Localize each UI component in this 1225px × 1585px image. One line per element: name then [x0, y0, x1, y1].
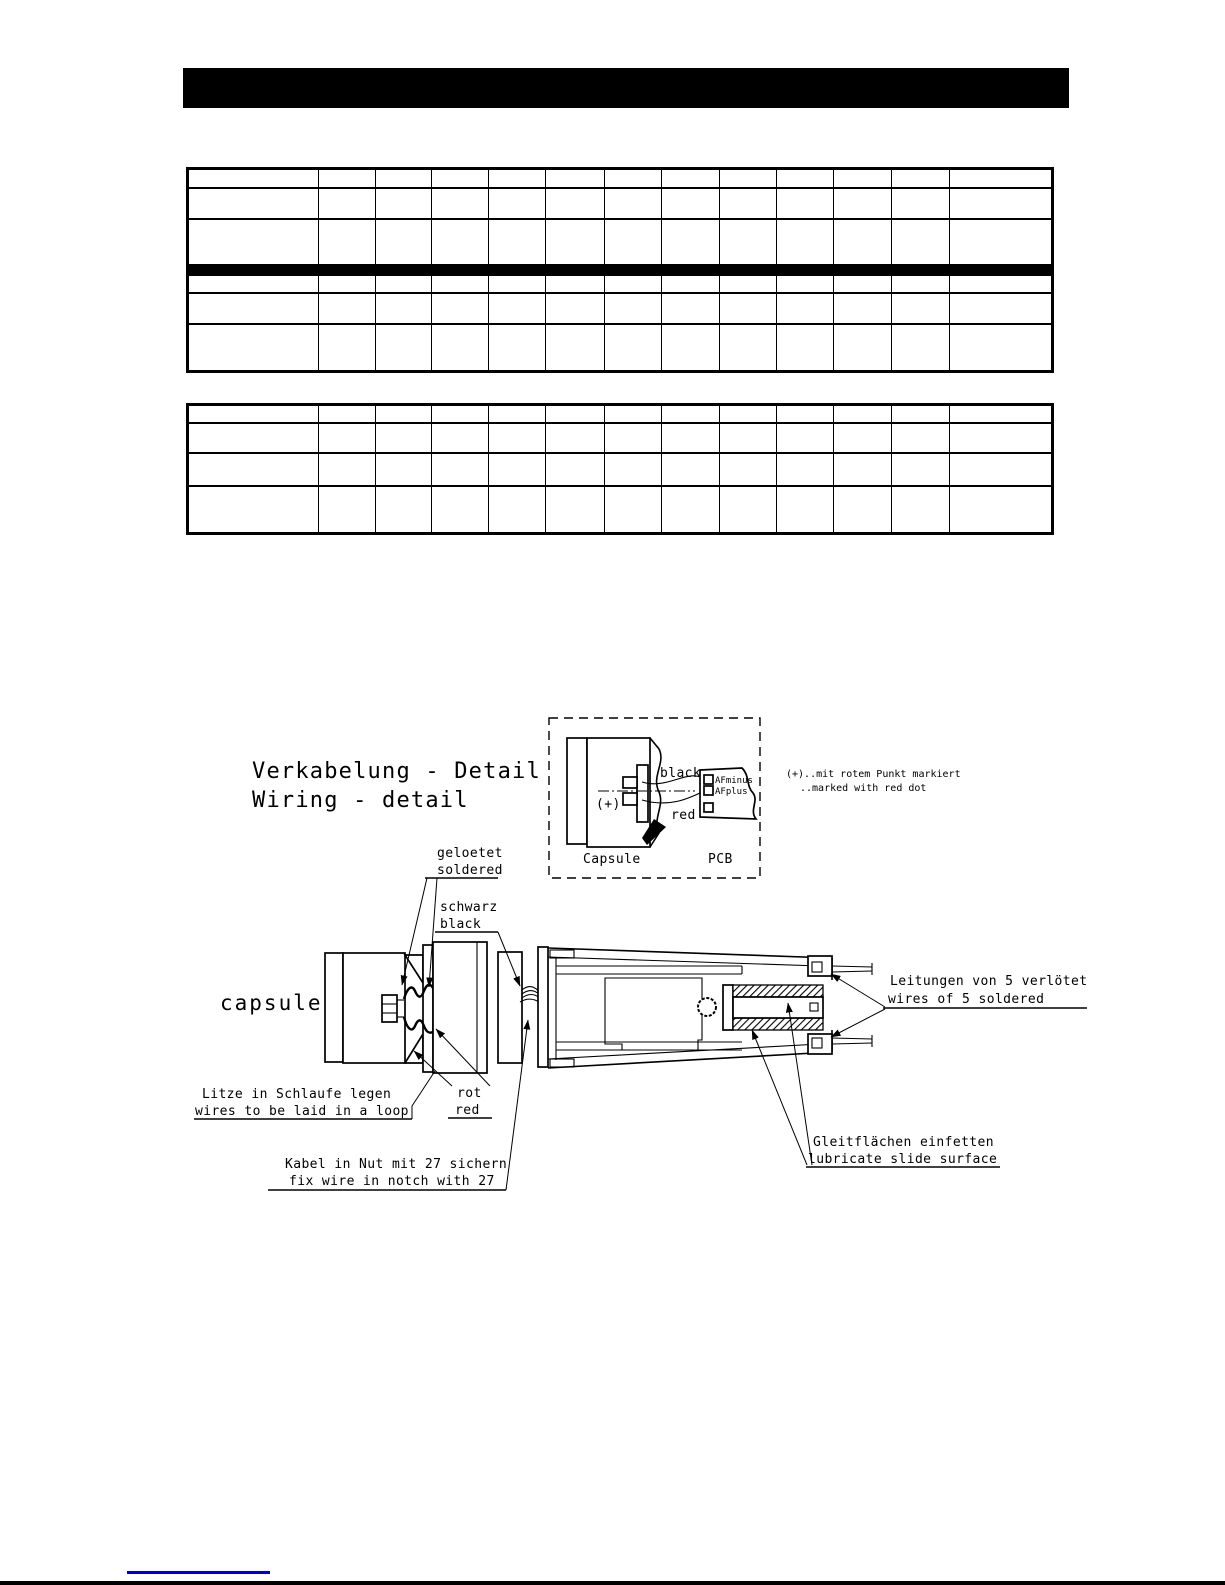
table-cell — [188, 453, 319, 486]
table-cell — [489, 293, 546, 324]
table-cell — [432, 275, 489, 293]
table-cell — [432, 423, 489, 453]
table-cell — [376, 423, 432, 453]
exit-wires-top — [832, 963, 872, 975]
inset-pin-lower — [623, 793, 637, 805]
table-cell — [546, 275, 605, 293]
table-cell — [605, 423, 662, 453]
table-cell — [489, 169, 546, 188]
tube-body — [538, 947, 872, 1068]
table-cell — [720, 293, 777, 324]
table-cell — [662, 486, 720, 534]
tube-left-flange — [538, 947, 548, 1067]
slide-surface-top — [733, 985, 823, 997]
table-cell — [720, 188, 777, 219]
table-cell — [546, 324, 605, 372]
table-cell — [319, 486, 376, 534]
table-cell — [892, 188, 950, 219]
table-cell — [319, 405, 376, 423]
table-cell — [319, 324, 376, 372]
table-cell — [720, 453, 777, 486]
table-cell — [319, 275, 376, 293]
table-cell — [188, 275, 319, 293]
table-cell — [892, 423, 950, 453]
table-cell — [950, 169, 1053, 188]
table-cell — [950, 293, 1053, 324]
table-cell — [662, 169, 720, 188]
table-cell — [376, 405, 432, 423]
red-label-en: red — [455, 1103, 480, 1118]
capsule-label: capsule — [220, 991, 323, 1015]
inset-pin-upper — [623, 777, 637, 788]
slide-block-end — [723, 985, 733, 1030]
black-label-en: black — [440, 917, 482, 932]
table-cell — [605, 219, 662, 265]
table-cell — [834, 324, 892, 372]
loop-label-en: wires to be laid in a loop — [195, 1104, 409, 1119]
table-cell — [950, 188, 1053, 219]
table-cell — [546, 453, 605, 486]
table-cell — [777, 219, 834, 265]
table-cell — [376, 219, 432, 265]
table-cell — [777, 486, 834, 534]
inset-connector-block — [637, 765, 648, 822]
body-collar — [498, 952, 522, 1063]
table-cell — [489, 275, 546, 293]
inset-label-plus: (+) — [596, 797, 621, 812]
table-cell — [892, 453, 950, 486]
table-row — [188, 453, 1053, 486]
red-label-de: rot — [457, 1086, 482, 1101]
table-cell — [662, 275, 720, 293]
table-cell — [489, 405, 546, 423]
table-cell — [720, 324, 777, 372]
table-cell — [188, 486, 319, 534]
table-cell — [892, 219, 950, 265]
black-label-de: schwarz — [440, 900, 498, 915]
table-cell — [834, 405, 892, 423]
table-cell — [777, 293, 834, 324]
redacted-header-bar — [183, 68, 1069, 108]
table-row — [188, 188, 1053, 219]
table-row — [188, 169, 1053, 188]
table-cell — [188, 423, 319, 453]
table-cell — [834, 188, 892, 219]
table-cell — [892, 169, 950, 188]
table-cell — [546, 405, 605, 423]
callout-loop — [194, 1071, 435, 1119]
table-row — [188, 423, 1053, 453]
table-cell — [834, 275, 892, 293]
thick-separator-row — [188, 265, 1053, 275]
table-cell — [432, 405, 489, 423]
table-cell — [777, 188, 834, 219]
table-cell — [720, 169, 777, 188]
title-english: Wiring - detail — [252, 788, 469, 813]
table-cell — [546, 188, 605, 219]
table-cell — [834, 293, 892, 324]
table-cell — [188, 405, 319, 423]
notch-label-en: fix wire in notch with 27 — [289, 1174, 495, 1189]
table-cell — [605, 293, 662, 324]
table-cell — [319, 453, 376, 486]
table-cell — [188, 324, 319, 372]
table-cell — [489, 324, 546, 372]
table-row — [188, 293, 1053, 324]
inset-red-wire — [642, 791, 704, 803]
table-cell — [834, 453, 892, 486]
note-english: ..marked with red dot — [800, 783, 927, 794]
assembly-drawing — [220, 942, 872, 1073]
lubricate-label-en: lubricate slide surface — [808, 1152, 998, 1167]
inset-label-afplus: AFplus — [715, 787, 748, 797]
table-cell — [432, 453, 489, 486]
table-cell — [720, 219, 777, 265]
table-cell — [319, 423, 376, 453]
table-cell — [605, 275, 662, 293]
table-cell — [605, 453, 662, 486]
inset-label-red: red — [671, 808, 696, 823]
table-cell — [188, 188, 319, 219]
notch-label-de: Kabel in Nut mit 27 sichern — [285, 1157, 508, 1172]
screw-head — [698, 998, 716, 1016]
note-german: (+)..mit rotem Punkt markiert — [786, 769, 961, 780]
callout-wires5 — [831, 974, 1087, 1037]
table-cell — [892, 405, 950, 423]
wires5-label-en: wires of 5 soldered — [888, 992, 1045, 1007]
exit-wires-bottom — [832, 1035, 872, 1047]
table-row — [188, 486, 1053, 534]
title-german: Verkabelung - Detail — [252, 759, 541, 784]
table-row — [188, 324, 1053, 372]
table-cell — [777, 423, 834, 453]
table-cell — [662, 405, 720, 423]
table-cell — [834, 219, 892, 265]
table-cell — [319, 169, 376, 188]
table-cell — [777, 453, 834, 486]
parts-table-1 — [186, 167, 1054, 373]
footer-link-underline[interactable] — [127, 1571, 270, 1574]
table-cell — [892, 275, 950, 293]
table-cell — [662, 423, 720, 453]
table-cell — [376, 453, 432, 486]
lubricate-label-de: Gleitflächen einfetten — [813, 1135, 994, 1150]
table-cell — [489, 486, 546, 534]
inset-pad-spare — [704, 803, 713, 812]
table-cell — [950, 453, 1053, 486]
table-cell — [950, 275, 1053, 293]
table-cell — [834, 169, 892, 188]
table-cell — [546, 293, 605, 324]
table-cell — [489, 219, 546, 265]
funnel-bottom — [405, 1034, 423, 1063]
table-cell — [834, 486, 892, 534]
table-cell — [777, 405, 834, 423]
table-cell — [605, 188, 662, 219]
table-cell — [662, 324, 720, 372]
wires5-label-de: Leitungen von 5 verlötet — [890, 974, 1088, 989]
table-cell — [892, 486, 950, 534]
table-cell — [950, 324, 1053, 372]
table-cell — [605, 169, 662, 188]
table-row — [188, 275, 1053, 293]
table-row — [188, 405, 1053, 423]
table-cell — [720, 486, 777, 534]
table-cell — [432, 219, 489, 265]
soldered-label-en: soldered — [437, 863, 503, 878]
page-bottom-edge — [0, 1581, 1225, 1585]
table-cell — [777, 324, 834, 372]
capsule-connector — [382, 995, 397, 1022]
table-cell — [188, 219, 319, 265]
table-cell — [319, 293, 376, 324]
table-cell — [950, 486, 1053, 534]
table-cell — [376, 275, 432, 293]
parts-table-2 — [186, 403, 1054, 535]
flange-ring — [423, 945, 433, 1072]
table-cell — [376, 169, 432, 188]
table-cell — [432, 188, 489, 219]
inset-pad-afminus — [704, 775, 713, 784]
inset-label-afminus: AFminus — [715, 776, 753, 786]
table-cell — [376, 486, 432, 534]
table-cell — [605, 405, 662, 423]
table-cell — [489, 453, 546, 486]
table-cell — [720, 423, 777, 453]
table-cell — [950, 219, 1053, 265]
diagram-title — [252, 759, 541, 813]
loop-label-de: Litze in Schlaufe legen — [202, 1087, 392, 1102]
table-cell — [432, 486, 489, 534]
slide-surface-bottom — [733, 1018, 823, 1030]
wiring-inset — [549, 718, 760, 878]
table-cell — [432, 324, 489, 372]
inset-caption-capsule: Capsule — [583, 852, 641, 867]
table-cell — [546, 219, 605, 265]
table-cell — [546, 169, 605, 188]
table-cell — [188, 293, 319, 324]
table-cell — [662, 453, 720, 486]
table-cell — [662, 219, 720, 265]
table-cell — [605, 324, 662, 372]
inset-caption-pcb: PCB — [708, 852, 733, 867]
table-cell — [662, 188, 720, 219]
table-cell — [546, 486, 605, 534]
table-cell — [892, 293, 950, 324]
inset-label-black: black — [660, 766, 702, 781]
table-cell — [319, 219, 376, 265]
table-cell — [777, 169, 834, 188]
table-cell — [432, 169, 489, 188]
body-shell — [433, 942, 487, 1073]
table-cell — [720, 275, 777, 293]
table-cell — [605, 486, 662, 534]
table-cell — [950, 423, 1053, 453]
table-cell — [376, 188, 432, 219]
wiring-detail-diagram — [190, 700, 1100, 1200]
table-cell — [376, 293, 432, 324]
red-dot-note — [786, 769, 961, 794]
inset-pad-afplus — [704, 786, 713, 795]
table-cell — [489, 188, 546, 219]
table-cell — [489, 423, 546, 453]
table-cell — [432, 293, 489, 324]
table-cell — [662, 293, 720, 324]
table-cell — [720, 405, 777, 423]
table-cell — [376, 324, 432, 372]
table-cell — [834, 423, 892, 453]
table-cell — [950, 405, 1053, 423]
table-cell — [319, 188, 376, 219]
table-cell — [892, 324, 950, 372]
inset-capsule-ring — [567, 738, 587, 844]
capsule-ring — [325, 953, 343, 1062]
table-cell — [188, 169, 319, 188]
table-row — [188, 219, 1053, 265]
table-cell — [777, 275, 834, 293]
table-cell — [546, 423, 605, 453]
soldered-label-de: geloetet — [437, 846, 503, 861]
